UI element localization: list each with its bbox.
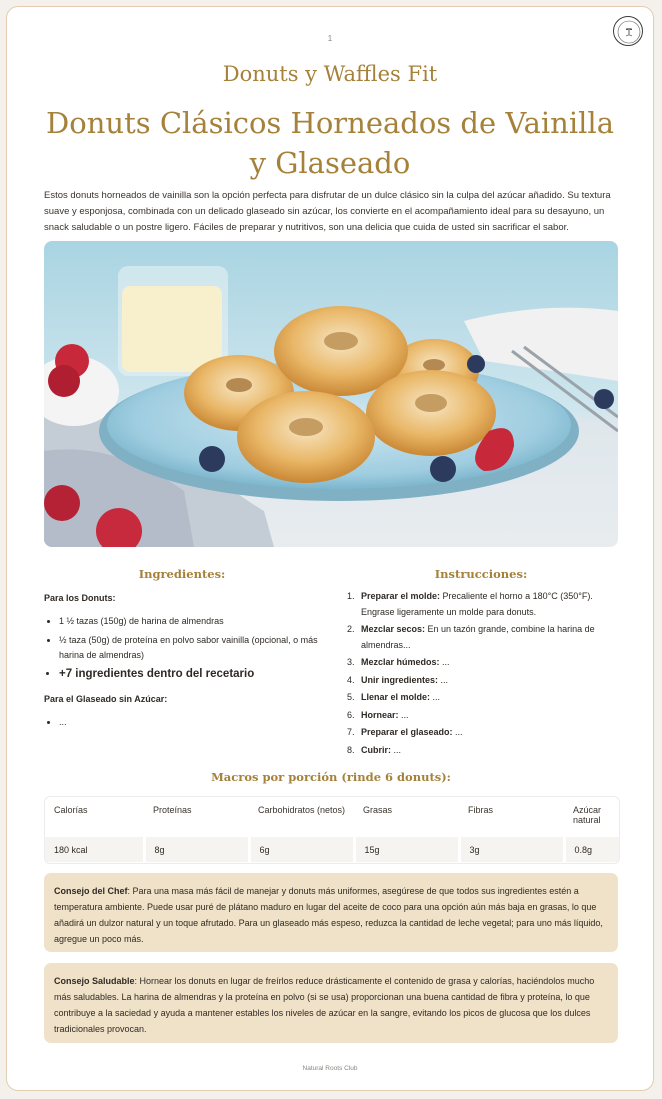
leaf-icon — [614, 17, 644, 47]
step-text: ... — [398, 709, 409, 720]
table-cell: 0.8g — [564, 837, 619, 862]
table-header-row — [45, 797, 619, 837]
step-text: ... — [452, 727, 463, 737]
table-cell: 8g — [144, 837, 249, 862]
chef-tip-box — [44, 873, 618, 952]
chef-tip-label: Consejo del Chef — [54, 886, 128, 896]
instruction-step — [357, 725, 623, 741]
collection-subtitle: Donuts y Waffles Fit — [222, 62, 438, 86]
step-text: Precaliente el horno a 180°C (350°F). Engrase ligeramente un molde para donuts. — [361, 591, 593, 617]
table-header: Carbohidratos (netos) — [258, 805, 346, 815]
step-label: Cubrir: — [361, 744, 391, 755]
instruction-step — [357, 690, 623, 706]
table-row — [45, 837, 619, 862]
recipe-title: Donuts Clásicos Horneados de Vainilla y Glaseado — [46, 106, 614, 180]
page-number: 1 — [327, 34, 333, 43]
step-label: Mezclar húmedos: — [361, 657, 440, 667]
instructions-title: Instrucciones: — [434, 567, 528, 581]
recipe-intro: Estos donuts horneados de vainilla son la opción perfecta para disfrutar de un dulce clásico sin la culpa del azúcar añadido. Su textura suave y esponjosa, combinada con un delicado glaseado sin azúcar, los convierte en el acompañamiento ideal para su desayuno, un snack saludable o un postre ligero. Fáciles de preparar y nutritivos, son una delicia que cuida de usted sin sacrificar el sabor. — [44, 190, 611, 233]
step-text: ... — [439, 657, 450, 667]
table-header: Proteínas — [153, 805, 192, 815]
table-header: Calorías — [54, 805, 88, 815]
step-text: En un tazón grande, combine la harina de almendras... — [361, 624, 595, 650]
table-cell: 180 kcal — [45, 837, 144, 862]
natural-roots-logo — [613, 16, 643, 46]
glazed-donuts-photo — [44, 241, 618, 547]
list-item: • 1 ½ tazas (150g) de harina de almendras — [59, 614, 324, 629]
instruction-step — [357, 622, 623, 653]
step-text: ... — [438, 674, 449, 685]
step-label: Unir ingredientes: — [361, 674, 439, 685]
instruction-step — [357, 708, 623, 724]
recipe-page — [6, 6, 654, 1091]
step-label: Preparar el molde: — [361, 591, 441, 601]
table-cell: 6g — [249, 837, 354, 862]
footer-brand: Natural Roots Club — [302, 1065, 358, 1072]
table-header: Fibras — [468, 805, 494, 815]
instruction-step — [357, 673, 623, 689]
instructions-list — [343, 589, 623, 760]
list-item: • ... — [59, 715, 324, 730]
macros-table — [44, 796, 620, 864]
step-label: Preparar el glaseado: — [361, 727, 453, 737]
donuts-ingredients-heading: Para los Donuts: — [44, 593, 116, 603]
step-label: Llenar el molde: — [361, 692, 431, 702]
chef-tip-text: : Para una masa más fácil de manejar y donuts más uniformes, asegúrese de que todos sus ingredientes estén a temperatura ambiente. Puede usar puré de plátano maduro en lugar del aceite de coco para una opción aún más baja en grasas, lo que añadirá un dulzor natural y un toque afrutado. Para un glaseado más espeso, reduzca la cantidad de leche vegetal; para uno más líquido, agregue un poco más. — [54, 886, 603, 944]
step-text: ... — [430, 692, 441, 702]
table-cell: 15g — [354, 837, 459, 862]
list-item: • ½ taza (50g) de proteína en polvo sabor vainilla (opcional, o más harina de almendras) — [59, 633, 324, 663]
instruction-step — [357, 655, 623, 671]
health-tip-label: Consejo Saludable — [54, 976, 135, 986]
health-tip-box — [44, 963, 618, 1043]
more-ingredients-note: • +7 ingredientes dentro del recetario — [59, 667, 324, 682]
macros-title: Macros por porción (rinde 6 donuts): — [211, 770, 451, 784]
table-cell: 3g — [459, 837, 564, 862]
table-header: Grasas — [363, 805, 393, 815]
step-label: Hornear: — [361, 709, 399, 720]
step-text: ... — [391, 744, 402, 755]
ingredients-title: Ingredientes: — [138, 567, 226, 581]
health-tip-text: : Hornear los donuts en lugar de freírlos reduce drásticamente el contenido de grasa y calorías, haciéndolos mucho más saludables. La harina de almendras y la proteína en polvo (si se usa) proporcionan una buena cantidad de fibra y proteína, lo que contribuye a la saciedad y ayuda a mantener estables los niveles de azúcar en la sangre, evitando los picos de glucosa que los dulces tradicionales provocan. — [54, 976, 595, 1034]
instruction-step — [357, 589, 623, 620]
glaze-ingredients-heading: Para el Glaseado sin Azúcar: — [44, 694, 168, 704]
step-label: Mezclar secos: — [361, 624, 426, 634]
table-header: Azúcar natural — [573, 805, 602, 825]
instruction-step — [357, 743, 623, 759]
ingredients-list — [44, 591, 324, 740]
